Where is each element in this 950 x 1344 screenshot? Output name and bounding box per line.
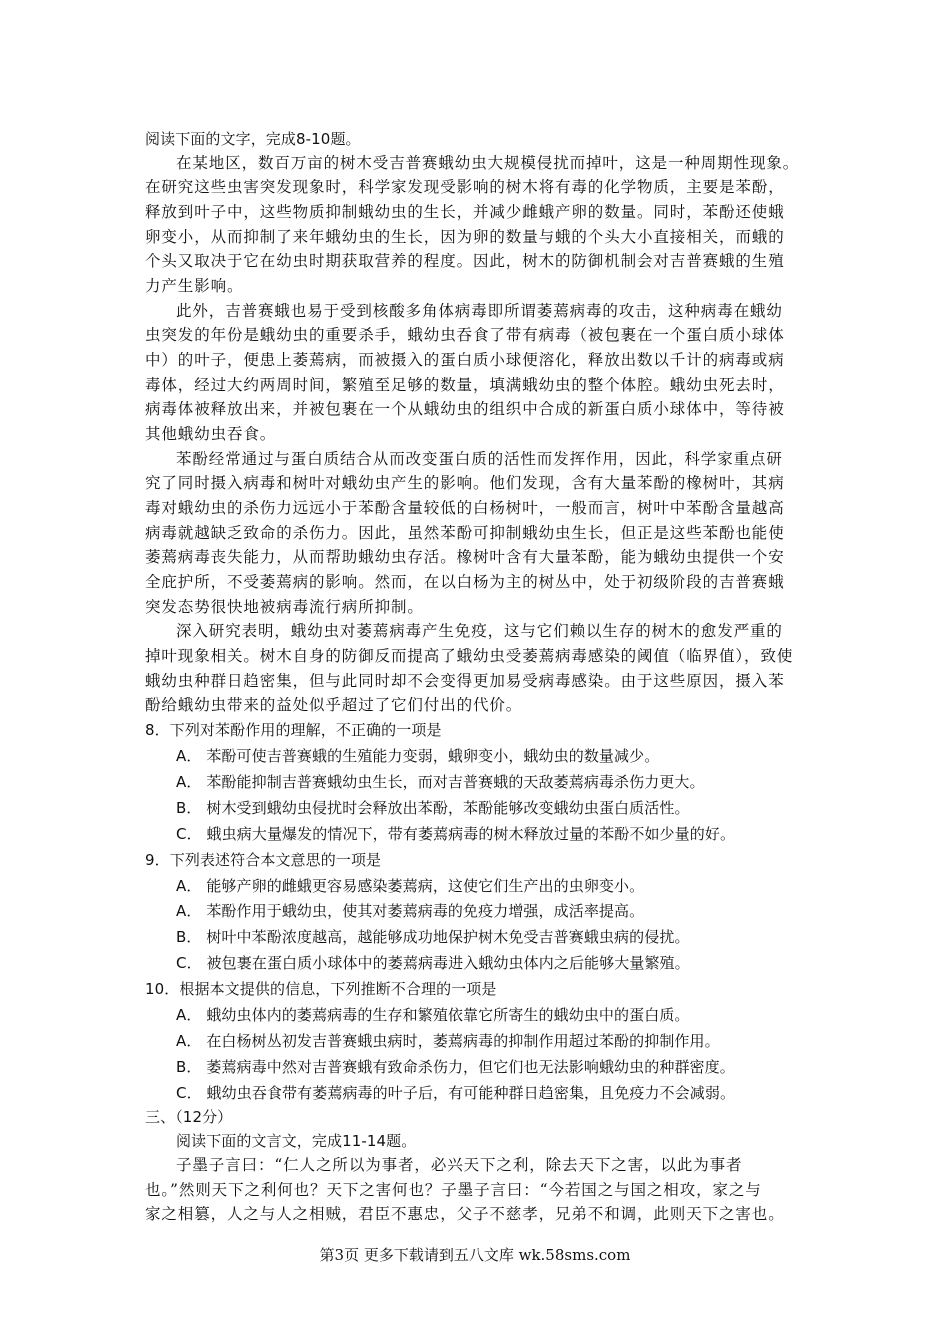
- passage-line: 释放到叶子中，这些物质抑制蛾幼虫的生长，并减少雌蛾产卵的数量。同时，苯酚还使蛾: [145, 203, 785, 221]
- classical-text-line: 家之相篡，人之与人之相贼，君臣不惠忠，父子不慈孝，兄弟不和调，此则天下之害也。: [145, 1205, 785, 1223]
- passage-line: 病毒体被释放出来，并被包裹在一个从蛾幼虫的组织中合成的新蛋白质小球体中，等待被: [145, 400, 785, 418]
- passage-line: 此外，吉普赛蛾也易于受到核酸多角体病毒即所谓萎蔫病毒的攻击，这种病毒在蛾幼: [176, 302, 783, 320]
- answer-option: A． 苯酚能抑制吉普赛蛾幼虫生长，而对吉普赛蛾的天敌萎蔫病毒杀伤力更大。: [176, 773, 705, 791]
- passage-line: 究了同时摄入病毒和树叶对蛾幼虫产生的影响。他们发现，含有大量苯酚的橡树叶，其病: [145, 474, 785, 492]
- answer-option: B． 萎蔫病毒中然对吉普赛蛾有致命杀伤力，但它们也无法影响蛾幼虫的种群密度。: [176, 1058, 735, 1076]
- question-stem: 8．下列对苯酚作用的理解，不正确的一项是: [145, 721, 442, 739]
- passage-line: 其他蛾幼虫吞食。: [145, 425, 277, 443]
- answer-option: B． 树叶中苯酚浓度越高，越能够成功地保护树木免受吉普赛蛾虫病的侵扰。: [176, 928, 690, 946]
- passage-line: 深入研究表明，蛾幼虫对萎蔫病毒产生免疫，这与它们赖以生存的树木的愈发严重的: [176, 622, 783, 640]
- answer-option: C． 被包裹在蛋白质小球体中的萎蔫病毒进入蛾幼虫体内之后能够大量繁殖。: [176, 954, 690, 972]
- passage-line: 力产生影响。: [145, 277, 244, 295]
- passage-line: 酚给蛾幼虫带来的益处似乎超过了它们付出的代价。: [145, 696, 523, 714]
- answer-option: A． 在白杨树丛初发吉普赛蛾虫病时，萎蔫病毒的抑制作用超过苯酚的抑制作用。: [176, 1032, 720, 1050]
- question-stem: 10．根据本文提供的信息，下列推断不合理的一项是: [145, 980, 497, 998]
- passage-line: 蛾幼虫种群日趋密集，但与此同时却不会变得更加易受病毒感染。由于这些原因，摄入苯: [145, 672, 785, 690]
- passage-line: 卵变小，从而抑制了来年蛾幼虫的生长，因为卵的数量与蛾的个头大小直接相关，而蛾的: [145, 228, 785, 246]
- answer-option: A． 苯酚可使吉普赛蛾的生殖能力变弱，蛾卵变小，蛾幼虫的数量减少。: [176, 747, 660, 765]
- passage-line: 全庇护所，不受萎蔫病的影响。然而，在以白杨为主的树丛中，处于初级阶段的吉普赛蛾: [145, 573, 785, 591]
- passage-line: 在研究这些虫害突发现象时，科学家发现受影响的树木将有毒的化学物质，主要是苯酚，: [145, 178, 785, 196]
- passage-line: 掉叶现象相关。树木自身的防御反而提高了蛾幼虫受萎蔫病毒感染的阈值（临界值），致使: [145, 647, 794, 665]
- passage-line: 萎蔫病毒丧失能力，从而帮助蛾幼虫存活。橡树叶含有大量苯酚，能为蛾幼虫提供一个安: [145, 548, 785, 566]
- passage-line: 中）的叶子，便患上萎蔫病，而被摄入的蛋白质小球便溶化，释放出数以千计的病毒或病: [145, 351, 785, 369]
- passage-line: 毒体，经过大约两周时间，繁殖至足够的数量，填满蛾幼虫的整个体腔。蛾幼虫死去时，: [145, 376, 785, 394]
- answer-option: B． 树木受到蛾幼虫侵扰时会释放出苯酚，苯酚能够改变蛾幼虫蛋白质活性。: [176, 799, 690, 817]
- page-footer: 第3页 更多下载请到五八文库 wk.58sms.com: [319, 1246, 631, 1264]
- section-intro: 阅读下面的文言文，完成11-14题。: [176, 1132, 417, 1150]
- passage-line: 毒对蛾幼虫的杀伤力远远小于苯酚含量较低的白杨树叶，一般而言，树叶中苯酚含量越高: [145, 499, 785, 517]
- passage-line: 病毒就越缺乏致命的杀伤力。因此，虽然苯酚可抑制蛾幼虫生长，但正是这些苯酚也能使: [145, 524, 785, 542]
- passage-line: 个头又取决于它在幼虫时期获取营养的程度。因此，树木的防御机制会对吉普赛蛾的生殖: [145, 252, 785, 270]
- question-stem: 9．下列表述符合本文意思的一项是: [145, 851, 382, 869]
- answer-option: A． 能够产卵的雌蛾更容易感染萎蔫病，这使它们生产出的虫卵变小。: [176, 877, 645, 895]
- classical-text-line: 子墨子言曰：“仁人之所以为事者，必兴天下之利，除去天下之害，以此为事者: [176, 1156, 743, 1174]
- passage-line: 突发态势很快地被病毒流行病所抑制。: [145, 598, 424, 616]
- passage-line: 苯酚经常通过与蛋白质结合从而改变蛋白质的活性而发挥作用，因此，科学家重点研: [176, 450, 783, 468]
- passage-line: 虫突发的年份是蛾幼虫的重要杀手，蛾幼虫吞食了带有病毒（被包裹在一个蛋白质小球体: [145, 326, 785, 344]
- answer-option: A． 苯酚作用于蛾幼虫，使其对萎蔫病毒的免疫力增强，成活率提高。: [176, 902, 645, 920]
- passage-line: 在某地区，数百万亩的树木受吉普赛蛾幼虫大规模侵扰而掉叶，这是一种周期性现象。: [176, 154, 800, 172]
- answer-option: C． 蛾幼虫吞食带有萎蔫病毒的叶子后，有可能种群日趋密集，且免疫力不会减弱。: [176, 1084, 736, 1102]
- classical-text-line: 也。”然则天下之利何也？天下之害何也？子墨子言曰：“今若国之与国之相攻，家之与: [145, 1181, 762, 1199]
- section-heading: 三、（12分）: [145, 1108, 233, 1126]
- answer-option: C． 蛾虫病大量爆发的情况下，带有萎蔫病毒的树木释放过量的苯酚不如少量的好。: [176, 825, 736, 843]
- answer-option: A． 蛾幼虫体内的萎蔫病毒的生存和繁殖依靠它所寄生的蛾幼虫中的蛋白质。: [176, 1006, 690, 1024]
- reading-intro: 阅读下面的文字，完成8-10题。: [145, 130, 361, 148]
